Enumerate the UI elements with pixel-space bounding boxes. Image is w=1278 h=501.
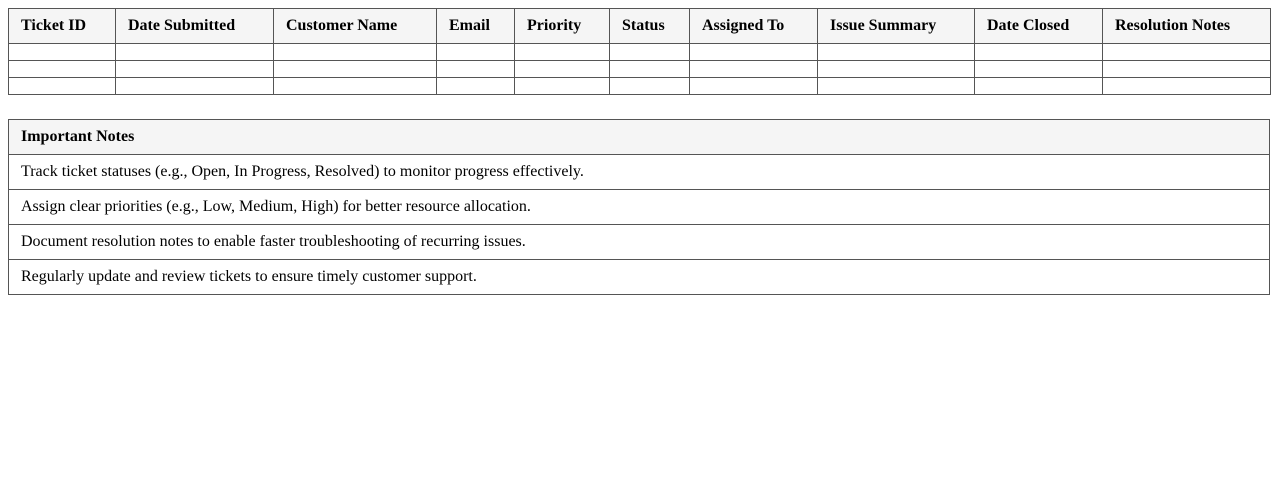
tickets-table: [8, 8, 1271, 95]
table-cell[interactable]: [690, 78, 818, 95]
table-cell[interactable]: [274, 78, 437, 95]
table-cell[interactable]: [116, 78, 274, 95]
table-row: [9, 44, 1271, 61]
table-cell[interactable]: [9, 61, 116, 78]
column-header-priority: Priority: [515, 9, 610, 44]
note-item: Assign clear priorities (e.g., Low, Medium, High) for better resource allocation.: [9, 190, 1270, 225]
important-notes-table: [8, 119, 1270, 295]
note-row: [9, 225, 1270, 260]
table-cell[interactable]: [975, 61, 1103, 78]
table-row: [9, 78, 1271, 95]
column-header-status: Status: [610, 9, 690, 44]
table-cell[interactable]: [515, 44, 610, 61]
column-header-customer-name: Customer Name: [274, 9, 437, 44]
notes-header-row: [9, 120, 1270, 155]
table-cell[interactable]: [610, 78, 690, 95]
column-header-issue-summary: Issue Summary: [818, 9, 975, 44]
table-row: [9, 61, 1271, 78]
table-cell[interactable]: [437, 78, 515, 95]
table-cell[interactable]: [975, 78, 1103, 95]
table-cell[interactable]: [116, 44, 274, 61]
table-cell[interactable]: [1103, 61, 1271, 78]
table-cell[interactable]: [274, 44, 437, 61]
table-cell[interactable]: [610, 61, 690, 78]
column-header-assigned-to: Assigned To: [690, 9, 818, 44]
table-cell[interactable]: [610, 44, 690, 61]
column-header-ticket-id: Ticket ID: [9, 9, 116, 44]
table-cell[interactable]: [975, 44, 1103, 61]
note-item: Regularly update and review tickets to ensure timely customer support.: [9, 260, 1270, 295]
table-cell[interactable]: [437, 61, 515, 78]
notes-heading: Important Notes: [9, 120, 1270, 155]
note-row: [9, 260, 1270, 295]
tickets-header-row: [9, 9, 1271, 44]
note-row: [9, 155, 1270, 190]
table-cell[interactable]: [515, 61, 610, 78]
note-item: Track ticket statuses (e.g., Open, In Progress, Resolved) to monitor progress effectively.: [9, 155, 1270, 190]
column-header-resolution-notes: Resolution Notes: [1103, 9, 1271, 44]
table-cell[interactable]: [437, 44, 515, 61]
table-cell[interactable]: [274, 61, 437, 78]
table-cell[interactable]: [9, 44, 116, 61]
table-cell[interactable]: [1103, 44, 1271, 61]
column-header-email: Email: [437, 9, 515, 44]
column-header-date-closed: Date Closed: [975, 9, 1103, 44]
table-cell[interactable]: [515, 78, 610, 95]
table-cell[interactable]: [116, 61, 274, 78]
note-row: [9, 190, 1270, 225]
table-cell[interactable]: [9, 78, 116, 95]
table-cell[interactable]: [818, 61, 975, 78]
table-cell[interactable]: [1103, 78, 1271, 95]
table-cell[interactable]: [818, 44, 975, 61]
table-cell[interactable]: [818, 78, 975, 95]
table-cell[interactable]: [690, 44, 818, 61]
table-cell[interactable]: [690, 61, 818, 78]
column-header-date-submitted: Date Submitted: [116, 9, 274, 44]
note-item: Document resolution notes to enable faster troubleshooting of recurring issues.: [9, 225, 1270, 260]
